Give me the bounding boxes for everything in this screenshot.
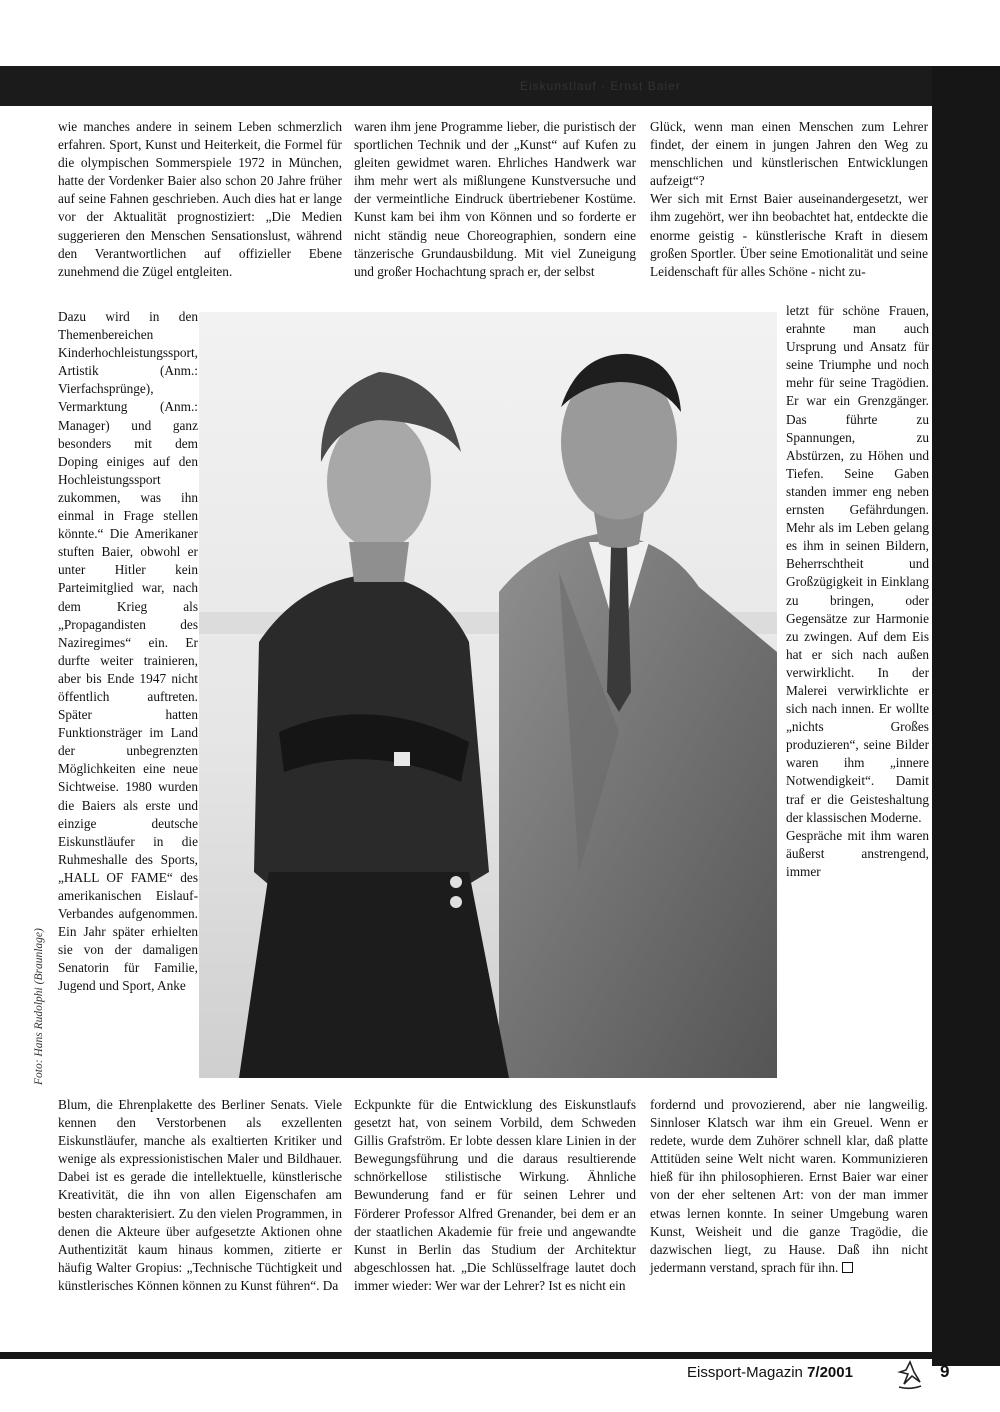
column-1-narrow — [58, 308, 198, 996]
bottom-black-bar — [0, 1352, 932, 1359]
right-black-bar — [932, 66, 1000, 1366]
column-3-narrow — [786, 302, 929, 881]
column-3-bottom — [650, 1096, 928, 1277]
article-text-col3-narrow-p2: Gespräche mit ihm waren äußerst anstrengend, immer — [786, 827, 929, 879]
issue-number: 7/2001 — [807, 1364, 853, 1381]
end-of-article-icon — [842, 1262, 853, 1273]
running-title: Eiskunstlauf · Ernst Baier — [520, 79, 681, 93]
article-text-col3-top-p1: Glück, wenn man einen Menschen zum Lehrer findet, der einem in jungen Jahren den Weg zu menschlichen und künstlerischen Entwicklungen aufzeigt“? — [650, 119, 928, 189]
article-text-col3-bottom — [650, 1096, 928, 1277]
photo-credit: Foto: Hans Rudolphi (Braunlage) — [33, 928, 45, 1085]
article-page — [54, 106, 932, 1352]
magazine-name: Eissport-Magazin — [687, 1364, 803, 1381]
column-2-top — [354, 118, 636, 281]
article-text-col3-top-p2: Wer sich mit Ernst Baier auseinandergesetzt, wer ihm zugehört, wer ihn beobachtet hat, entdeckte die enorme geistig - künstlerische Kraft in diesem großen Sportler. Über seine Emotionalität und seine Leidenschaft für alles Schöne - nicht zu- — [650, 191, 928, 279]
photo-skaters — [199, 312, 777, 1078]
article-text-col2-top: waren ihm jene Programme lieber, die puristisch der sportlichen Technik und der „Kunst“ auf Kufen zu gleiten gewidmet waren. Ehrliches Handwerk war ihm mehr wert als mißlungene Kunstversuche und der vermeintliche Eindruck übertriebener Kostüme. Kunst kam bei ihm von Können und so forderte er nicht ständig neue Choreographien, sondern eine tänzerische Grundausbildung. Mit viel Zuneigung und großer Hochachtung sprach er, der selbst — [354, 119, 636, 279]
article-text-col3-narrow-p1: letzt für schöne Frauen, erahnte man auch Ursprung und Ansatz für seine Triumphe und noch mehr für seine Tragödien. Er war ein Grenzgänger. Das führte zu Spannungen, zu Abstürzen, zu Höhen und Tiefen. Seine Gaben standen immer eng neben ernsten Gefährdungen. Mehr als im Leben gelang es ihm in seinen Bildern, Beherrschtheit und Großzügigkeit in Einklang zu bringen, oder Gegensätze zur Harmonie zu zwingen. Auf dem Eis hat er sich nach außen verwirklicht. In der Malerei verwirklichte er sich nach innen. Er wollte „nichts Großes produzieren“, seine Bilder waren ihm „innere Notwendigkeit“. Damit traf er die Geisteshaltung der klassischen Moderne. — [786, 303, 929, 825]
article-text-col3-bottom-text: fordernd und provozierend, aber nie langweilig. Sinnloser Klatsch war ihm ein Greuel. Wenn er redete, wurde dem Zuhörer schnell klar, daß platte Attitüden seine Welt nicht waren. Kommunizieren hieß für ihn philosophieren. Ernst Baier war einer von der eher seltenen Art: von der man immer etwas lernen konnte. In seiner Umgebung waren Kunst, Weisheit und die ganze Tragödie, die dazwischen liegt, zu Hause. Daß ihn nicht jedermann verstand, sprach für ihn. — [650, 1097, 928, 1275]
footer — [687, 1364, 853, 1381]
column-2-bottom — [354, 1096, 636, 1295]
column-1-bottom — [58, 1096, 342, 1295]
article-text-col2-bottom: Eckpunkte für die Entwicklung des Eiskunstlaufs gesetzt hat, von seinem Vorbild, dem Schweden Gillis Grafström. Er lobte dessen klare Linien in der Bewegungsführung und die daraus resultierende schnörkellose stilistische Wirkung. Ähnliche Bewunderung fand er für seinen Lehrer und Förderer Professor Alfred Grenander, bei dem er an der staatlichen Akademie für freie und angewandte Kunst in Berlin das Studium der Architektur abgeschlossen hat. „Die Schlüsselfrage lautet doch immer wieder: Wer war der Lehrer? Ist es nicht ein — [354, 1097, 636, 1293]
skater-logo-icon — [896, 1360, 924, 1390]
column-1-top — [58, 118, 342, 281]
article-text-col1-narrow: Dazu wird in den Themenbereichen Kinderhochleistungssport, Artistik (Anm.: Vierfachsprünge), Vermarktung (Anm.: Manager) und ganz besonders mit dem Doping einiges auf den Hochleistungssport zukommen, was ihn einmal in Frage stellen könnte.“ Die Amerikaner stuften Baier, obwohl er unter Hitler kein Parteimitglied war, nach dem Krieg als „Propagandisten des Naziregimes“ ein. Er durfte weiter trainieren, aber bis Ende 1947 nicht öffentlich auftreten. Später hatten Funktionsträger im Land der unbegrenzten Möglichkeiten eine neue Sichtweise. 1980 wurden die Baiers als erste und einzige deutsche Eiskunstläufer in die Ruhmeshalle des Sports, „HALL OF FAME“ des amerikanischen Eislauf-Verbandes aufgenommen. Ein Jahr später erhielten sie von der damaligen Senatorin für Familie, Jugend und Sport, Anke — [58, 309, 198, 994]
article-text-col1-bottom: Blum, die Ehrenplakette des Berliner Senats. Viele kennen den Verstorbenen als exzellenten Eiskunstläufer, manche als exaltierten Kritiker und wenige als expressionistischen Maler und Bildhauer. Dabei ist es gerade die intellektuelle, künstlerische Kreativität, die ihn von allen Eigenschafen am besten charakterisiert. Zu den vielen Programmen, in denen die Akteure über aufgesetzte Aktionen ohne Authentizität kaum hinaus kommen, zitierte er häufig Walter Gropius: „Technische Tüchtigkeit und künstlerisches Können können zu Kunst führen“. Da — [58, 1097, 342, 1293]
article-text-col1-top: wie manches andere in seinem Leben schmerzlich erfahren. Sport, Kunst und Heiterkeit, die Formel für die olympischen Sommerspiele 1972 in München, hatte der Vordenker Baier also schon 20 Jahre früher auf seine Fahnen geschrieben. Auch dies hat er lange vor der Aktualität prognostiziert: „Die Medien suggerieren den Menschen Sensationslust, während den Verantwortlichen auf offizieller Ebene zunehmend die Zügel entgleiten. — [58, 119, 342, 279]
page-number: 9 — [940, 1362, 950, 1381]
column-3-top — [650, 118, 928, 281]
